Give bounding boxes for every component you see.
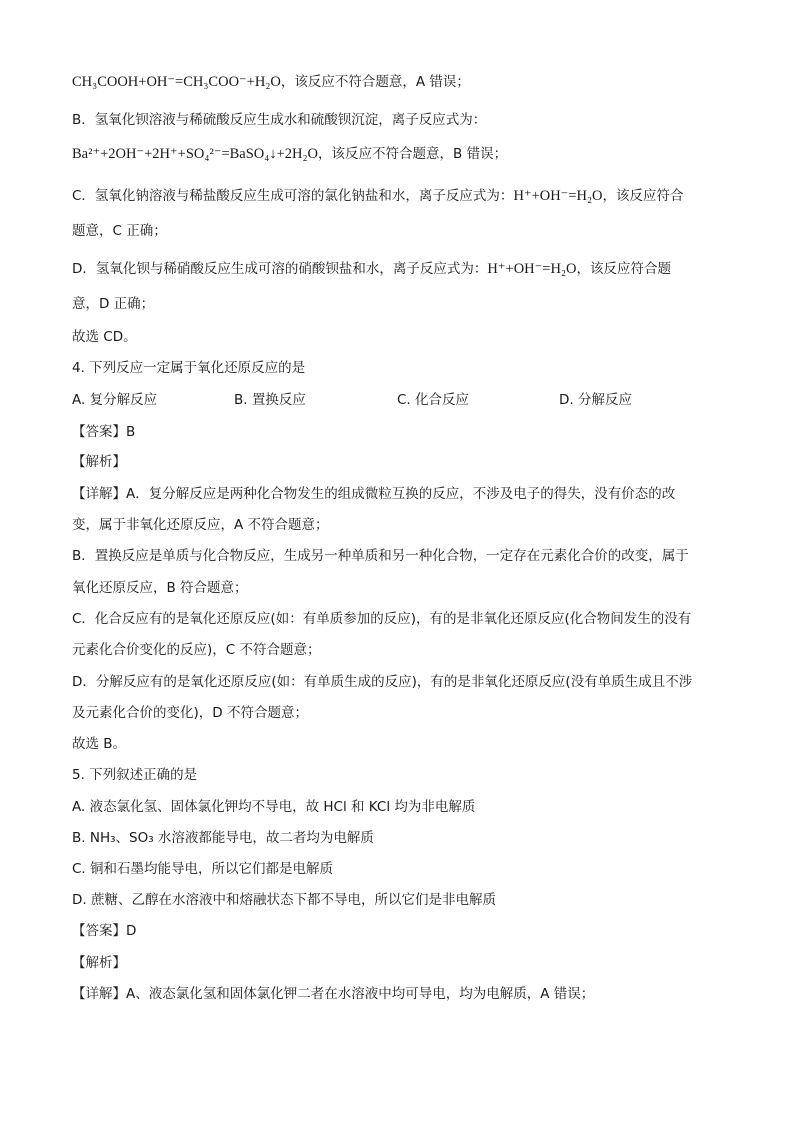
question-5: 5. 下列叙述正确的是 xyxy=(72,767,198,783)
line-text: C．氢氧化钠溶液与稀盐酸反应生成可溶的氯化钠盐和水，离子反应式为： xyxy=(72,188,514,204)
q5-option-c: C. 铜和石墨均能导电，所以它们都是电解质 xyxy=(72,861,334,877)
line-option-b-intro: B．氢氧化钡溶液与稀硫酸反应生成水和硫酸钡沉淀，离子反应式为： xyxy=(72,112,487,128)
line-option-d-end: 意，D 正确； xyxy=(72,296,155,312)
q4-option-d: D. 分解反应 xyxy=(559,392,632,408)
equation-neutralization: H⁺+OH⁻=H₂O xyxy=(513,188,603,204)
line-acetic-acid-reaction xyxy=(72,72,470,92)
line-barium-sulfate-reaction xyxy=(72,144,507,164)
line-text: ，该反应符合 xyxy=(602,188,684,204)
line-option-c-intro xyxy=(72,186,684,206)
detail-4-line: 【详解】A．复分解反应是两种化合物发生的组成微粒互换的反应，不涉及电子的得失，没有价态的改 xyxy=(72,486,676,502)
q5-option-a: A. 液态氯化氢、固体氯化钾均不导电，故 HCl 和 KCl 均为非电解质 xyxy=(72,799,476,815)
detail-4-line: D．分解反应有的是氧化还原反应(如：有单质生成的反应)，有的是非氧化还原反应(没有单质生成且不涉 xyxy=(72,674,693,690)
question-4: 4. 下列反应一定属于氧化还原反应的是 xyxy=(72,360,306,376)
line-text: D．氢氧化钡与稀硝酸反应生成可溶的硝酸钡盐和水，离子反应式为： xyxy=(72,261,488,277)
equation-neutralization: H⁺+OH⁻=H₂O xyxy=(487,261,577,277)
q4-option-a: A. 复分解反应 xyxy=(72,392,158,408)
detail-4-line: 氧化还原反应，B 符合题意； xyxy=(72,580,248,596)
detail-4-line: 变，属于非氧化还原反应，A 不符合题意； xyxy=(72,517,329,533)
answer-5: 【答案】D xyxy=(72,923,137,939)
line-text: ，该反应不符合题意，A 错误； xyxy=(280,74,470,90)
q5-option-d: D. 蔗糖、乙醇在水溶液中和熔融状态下都不导电，所以它们是非电解质 xyxy=(72,892,496,908)
line-choice-cd: 故选 CD。 xyxy=(72,329,137,345)
equation-acetic-acid: CH₃COOH+OH⁻=CH₃COO⁻+H₂O xyxy=(72,74,281,90)
q4-option-c: C. 化合反应 xyxy=(397,392,470,408)
detail-4-line: 元素化合价变化的反应)，C 不符合题意； xyxy=(72,642,321,658)
analysis-heading-4: 【解析】 xyxy=(72,454,126,470)
analysis-heading-5: 【解析】 xyxy=(72,955,126,971)
detail-4-line: 及元素化合价的变化)，D 不符合题意； xyxy=(72,705,308,721)
line-option-d-intro xyxy=(72,259,671,279)
q5-option-b: B. NH₃、SO₃ 水溶液都能导电，故二者均为电解质 xyxy=(72,830,374,846)
answer-4: 【答案】B xyxy=(72,424,136,440)
q4-option-b: B. 置换反应 xyxy=(234,392,306,408)
line-option-c-end: 题意，C 正确； xyxy=(72,223,167,239)
detail-4-line: 故选 B。 xyxy=(72,736,127,752)
equation-barium-sulfate: Ba²⁺+2OH⁻+2H⁺+SO₄²⁻=BaSO₄↓+2H₂O xyxy=(72,146,319,162)
detail-5-line: 【详解】A、液态氯化氢和固体氯化钾二者在水溶液中均可导电，均为电解质，A 错误； xyxy=(72,986,595,1002)
line-text: ，该反应符合题 xyxy=(576,261,671,277)
line-text: ，该反应不符合题意，B 错误； xyxy=(318,146,508,162)
detail-4-line: B．置换反应是单质与化合物反应，生成另一种单质和另一种化合物，一定存在元素化合价的改变，属于 xyxy=(72,548,689,564)
detail-4-line: C．化合反应有的是氧化还原反应(如：有单质参加的反应)，有的是非氧化还原反应(化合物间发生的没有 xyxy=(72,611,692,627)
